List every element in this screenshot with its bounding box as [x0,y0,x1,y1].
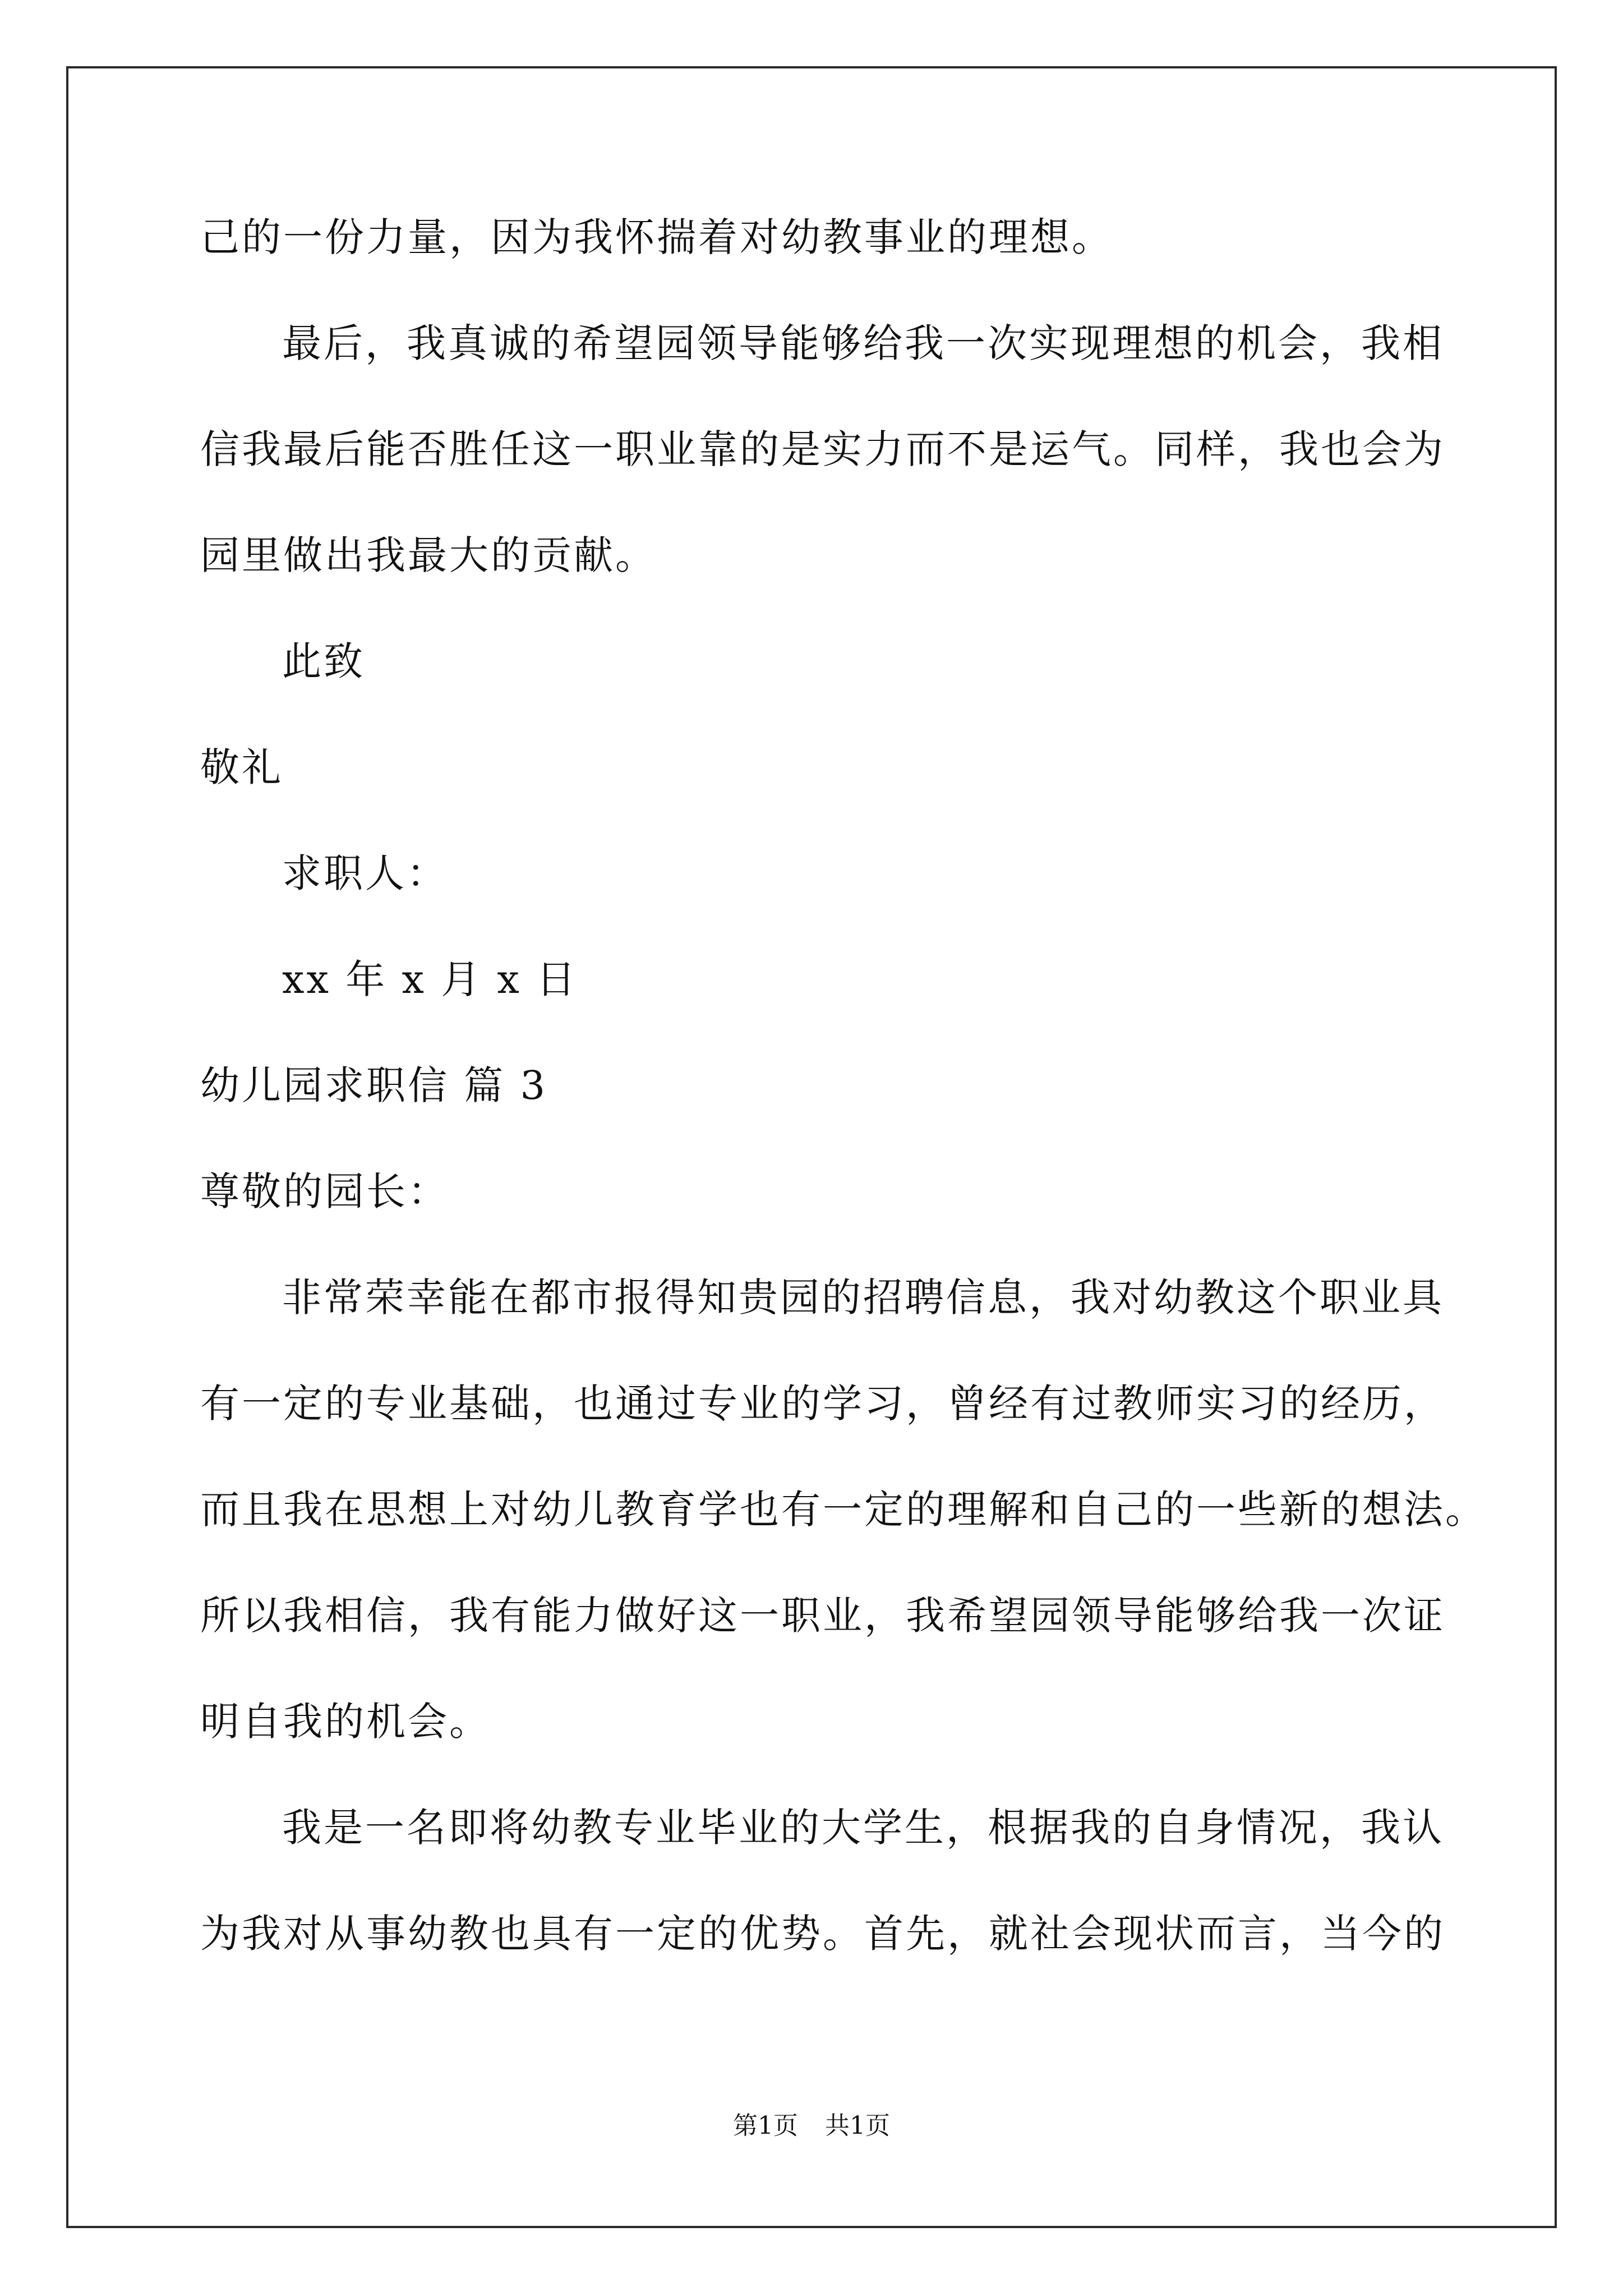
page-total-label: 共1页 [825,2111,890,2140]
section-heading: 幼儿园求职信 篇 3 [200,1062,548,1108]
text-line-14: 所以我相信，我有能力做好这一职业，我希望园领导能够给我一次证 [200,1593,1445,1639]
page-border [66,66,1557,2228]
text-line-4: 园里做出我最大的贡献。 [200,532,657,578]
page-footer [0,2110,1623,2142]
applicant-label: 求职人： [282,850,448,896]
text-line-11: 非常荣幸能在都市报得知贵园的招聘信息，我对幼教这个职业具 [282,1274,1444,1320]
text-line-13: 而且我在思想上对幼儿教育学也有一定的理解和自己的一些新的想法。 [200,1487,1487,1533]
page-current-label: 第1页 [733,2111,798,2140]
text-line-12: 有一定的专业基础，也通过专业的学习，曾经有过教师实习的经历， [200,1381,1445,1427]
date-line: xx 年 x 月 x 日 [282,956,578,1002]
closing-salutation: 此致 [282,638,365,684]
text-line-16: 我是一名即将幼教专业毕业的大学生，根据我的自身情况，我认 [282,1805,1444,1851]
greeting-line: 尊敬的园长： [200,1168,449,1214]
text-line-17: 为我对从事幼教也具有一定的优势。首先，就社会现状而言，当今的 [200,1911,1445,1957]
text-line-2: 最后，我真诚的希望园领导能够给我一次实现理想的机会，我相 [282,320,1444,366]
text-line-3: 信我最后能否胜任这一职业靠的是实力而不是运气。同样，我也会为 [200,426,1445,472]
closing-regards: 敬礼 [200,744,283,790]
text-line-15: 明自我的机会。 [200,1699,491,1745]
text-line-1: 己的一份力量，因为我怀揣着对幼教事业的理想。 [200,214,1113,260]
